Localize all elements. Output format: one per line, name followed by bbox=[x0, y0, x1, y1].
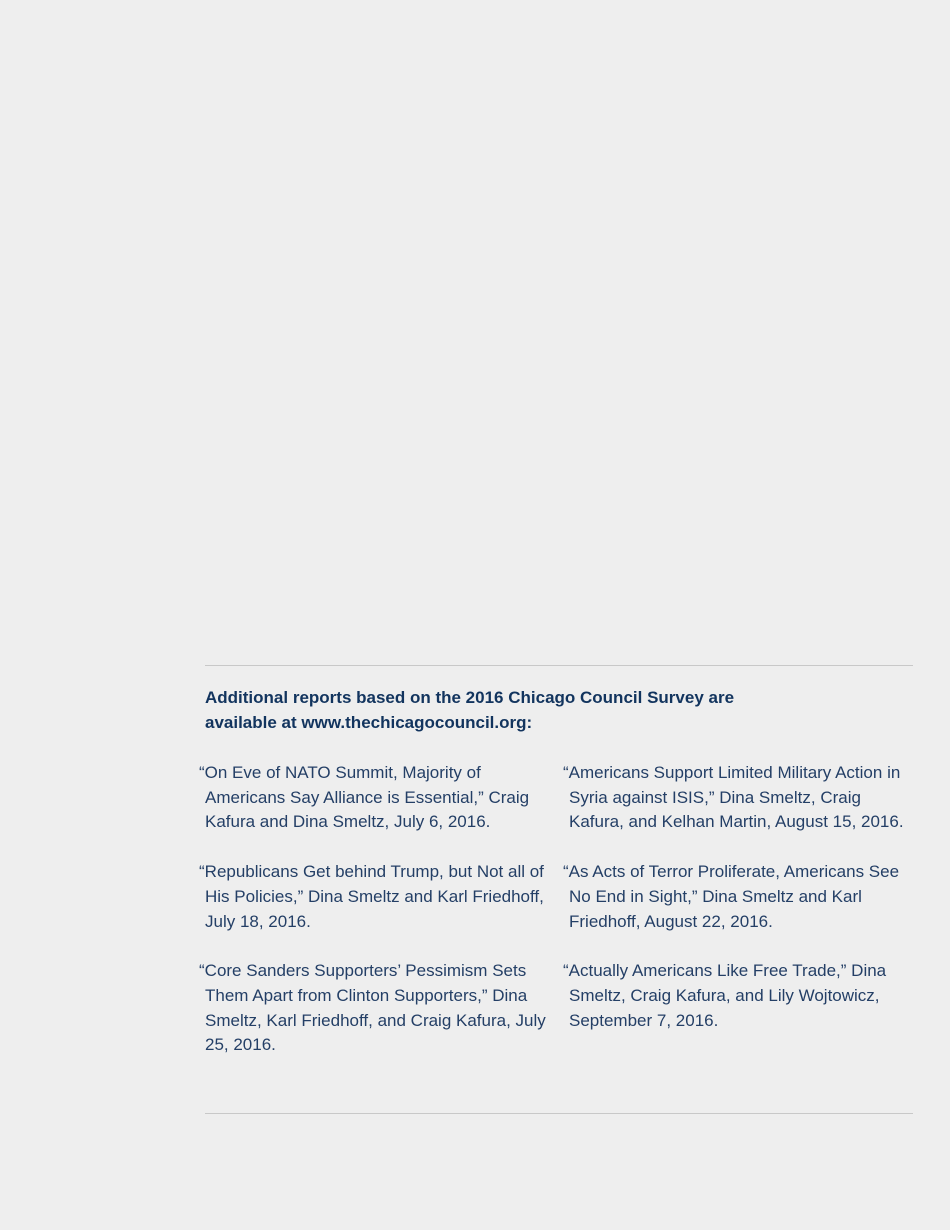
additional-reports-panel bbox=[199, 665, 913, 1121]
report-item: “Actually Americans Like Free Trade,” Dina Smeltz, Craig Kafura, and Lily Wojtowicz, September 7, 2016. bbox=[563, 961, 887, 1030]
report-item: “Core Sanders Supporters’ Pessimism Sets Them Apart from Clinton Supporters,” Dina Smeltz, Karl Friedhoff, and Craig Kafura, July 25, 2016. bbox=[199, 961, 546, 1055]
report-item: “On Eve of NATO Summit, Majority of Americans Say Alliance is Essential,” Craig Kafura and Dina Smeltz, July 6, 2016. bbox=[199, 763, 530, 832]
top-divider bbox=[205, 665, 913, 666]
bottom-divider bbox=[205, 1113, 913, 1114]
report-item: “As Acts of Terror Proliferate, Americans See No End in Sight,” Dina Smeltz and Karl Friedhoff, August 22, 2016. bbox=[563, 862, 900, 931]
report-item: “Americans Support Limited Military Action in Syria against ISIS,” Dina Smeltz, Craig Kafura, and Kelhan Martin, August 15, 2016. bbox=[563, 763, 904, 832]
reports-right-column bbox=[563, 761, 913, 1058]
reports-heading: Additional reports based on the 2016 Chicago Council Survey are available at www.thechicagocouncil.org: bbox=[205, 688, 735, 732]
report-item: “Republicans Get behind Trump, but Not all of His Policies,” Dina Smeltz and Karl Friedhoff, July 18, 2016. bbox=[199, 862, 544, 931]
reports-left-column bbox=[199, 761, 549, 1083]
reports-columns bbox=[199, 761, 913, 1121]
